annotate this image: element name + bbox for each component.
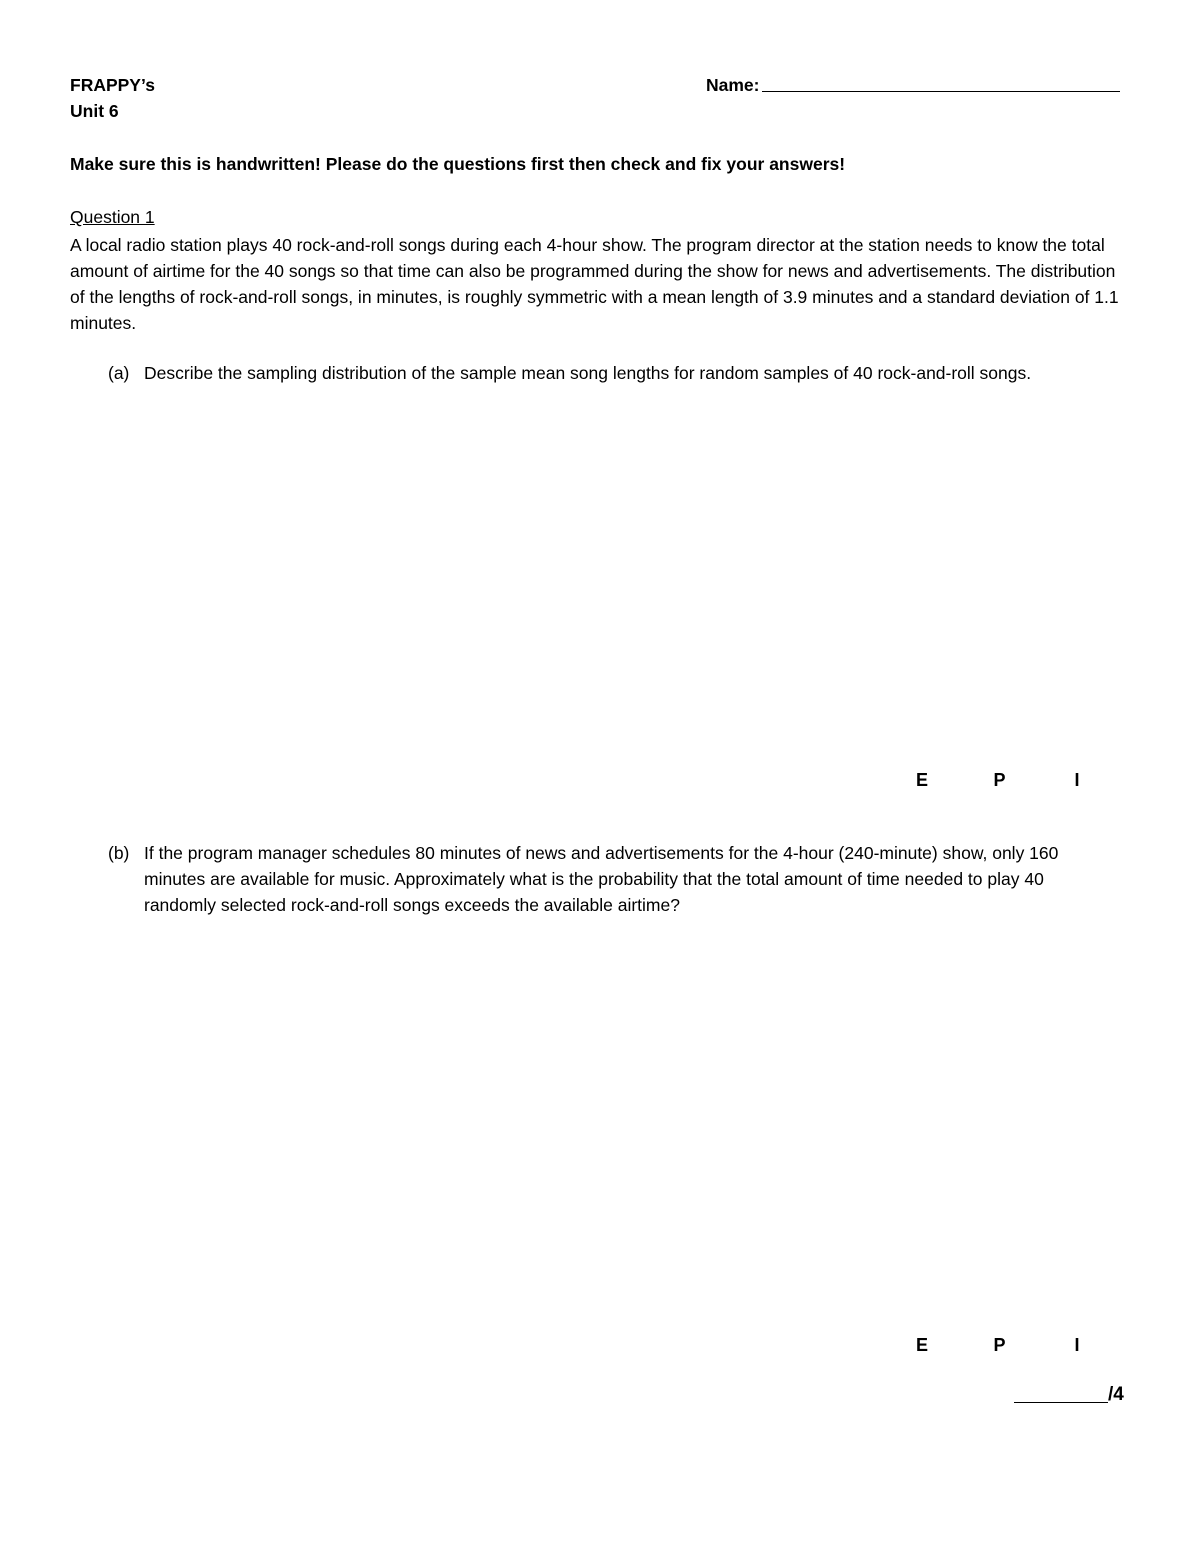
question-part-a [108, 360, 1093, 386]
part-text: If the program manager schedules 80 minutes of news and advertisements for the 4-hour (240-minute) show, only 160 minutes are available for music. Approximately what is the probability that the total amount of time needed to play 40 randomly selected rock-and-roll songs exceeds the available airtime? [144, 843, 1059, 915]
part-label: (a) [108, 363, 130, 383]
course-title: FRAPPY’s [70, 75, 155, 95]
name-label: Name: [706, 75, 760, 95]
rubric-p: P [993, 1335, 1006, 1355]
rubric-e: E [915, 770, 928, 790]
unit-label: Unit 6 [70, 101, 119, 121]
question-stem: A local radio station plays 40 rock-and-roll songs during each 4-hour show. The program director at the station needs to know the total amount of airtime for the 40 songs so that time can also be programmed during the show for news and advertisements. The distribution of the lengths of rock-and-roll songs, in minutes, is roughly symmetric with a mean length of 3.9 minutes and a standard deviation of 1.1 minutes. [70, 235, 1119, 333]
question-part-b [108, 840, 1093, 918]
name-blank-line [762, 73, 1121, 92]
question-title: Question 1 [70, 207, 155, 227]
part-text: Describe the sampling distribution of the sample mean song lengths for random samples of 40 rock-and-roll songs. [144, 363, 1032, 383]
rubric-i: I [1074, 770, 1080, 790]
score-blank-line [1014, 1382, 1108, 1403]
part-label: (b) [108, 843, 130, 863]
rubric-e: E [915, 1335, 928, 1355]
instructions: Make sure this is handwritten! Please do the questions first then check and fix your answers! [70, 154, 846, 174]
score-field [1014, 1382, 1124, 1408]
rubric-epi-a [912, 767, 1087, 793]
rubric-epi-b [912, 1332, 1087, 1358]
name-field [706, 72, 1120, 98]
rubric-p: P [993, 770, 1006, 790]
score-total: /4 [1108, 1384, 1124, 1405]
rubric-i: I [1074, 1335, 1080, 1355]
